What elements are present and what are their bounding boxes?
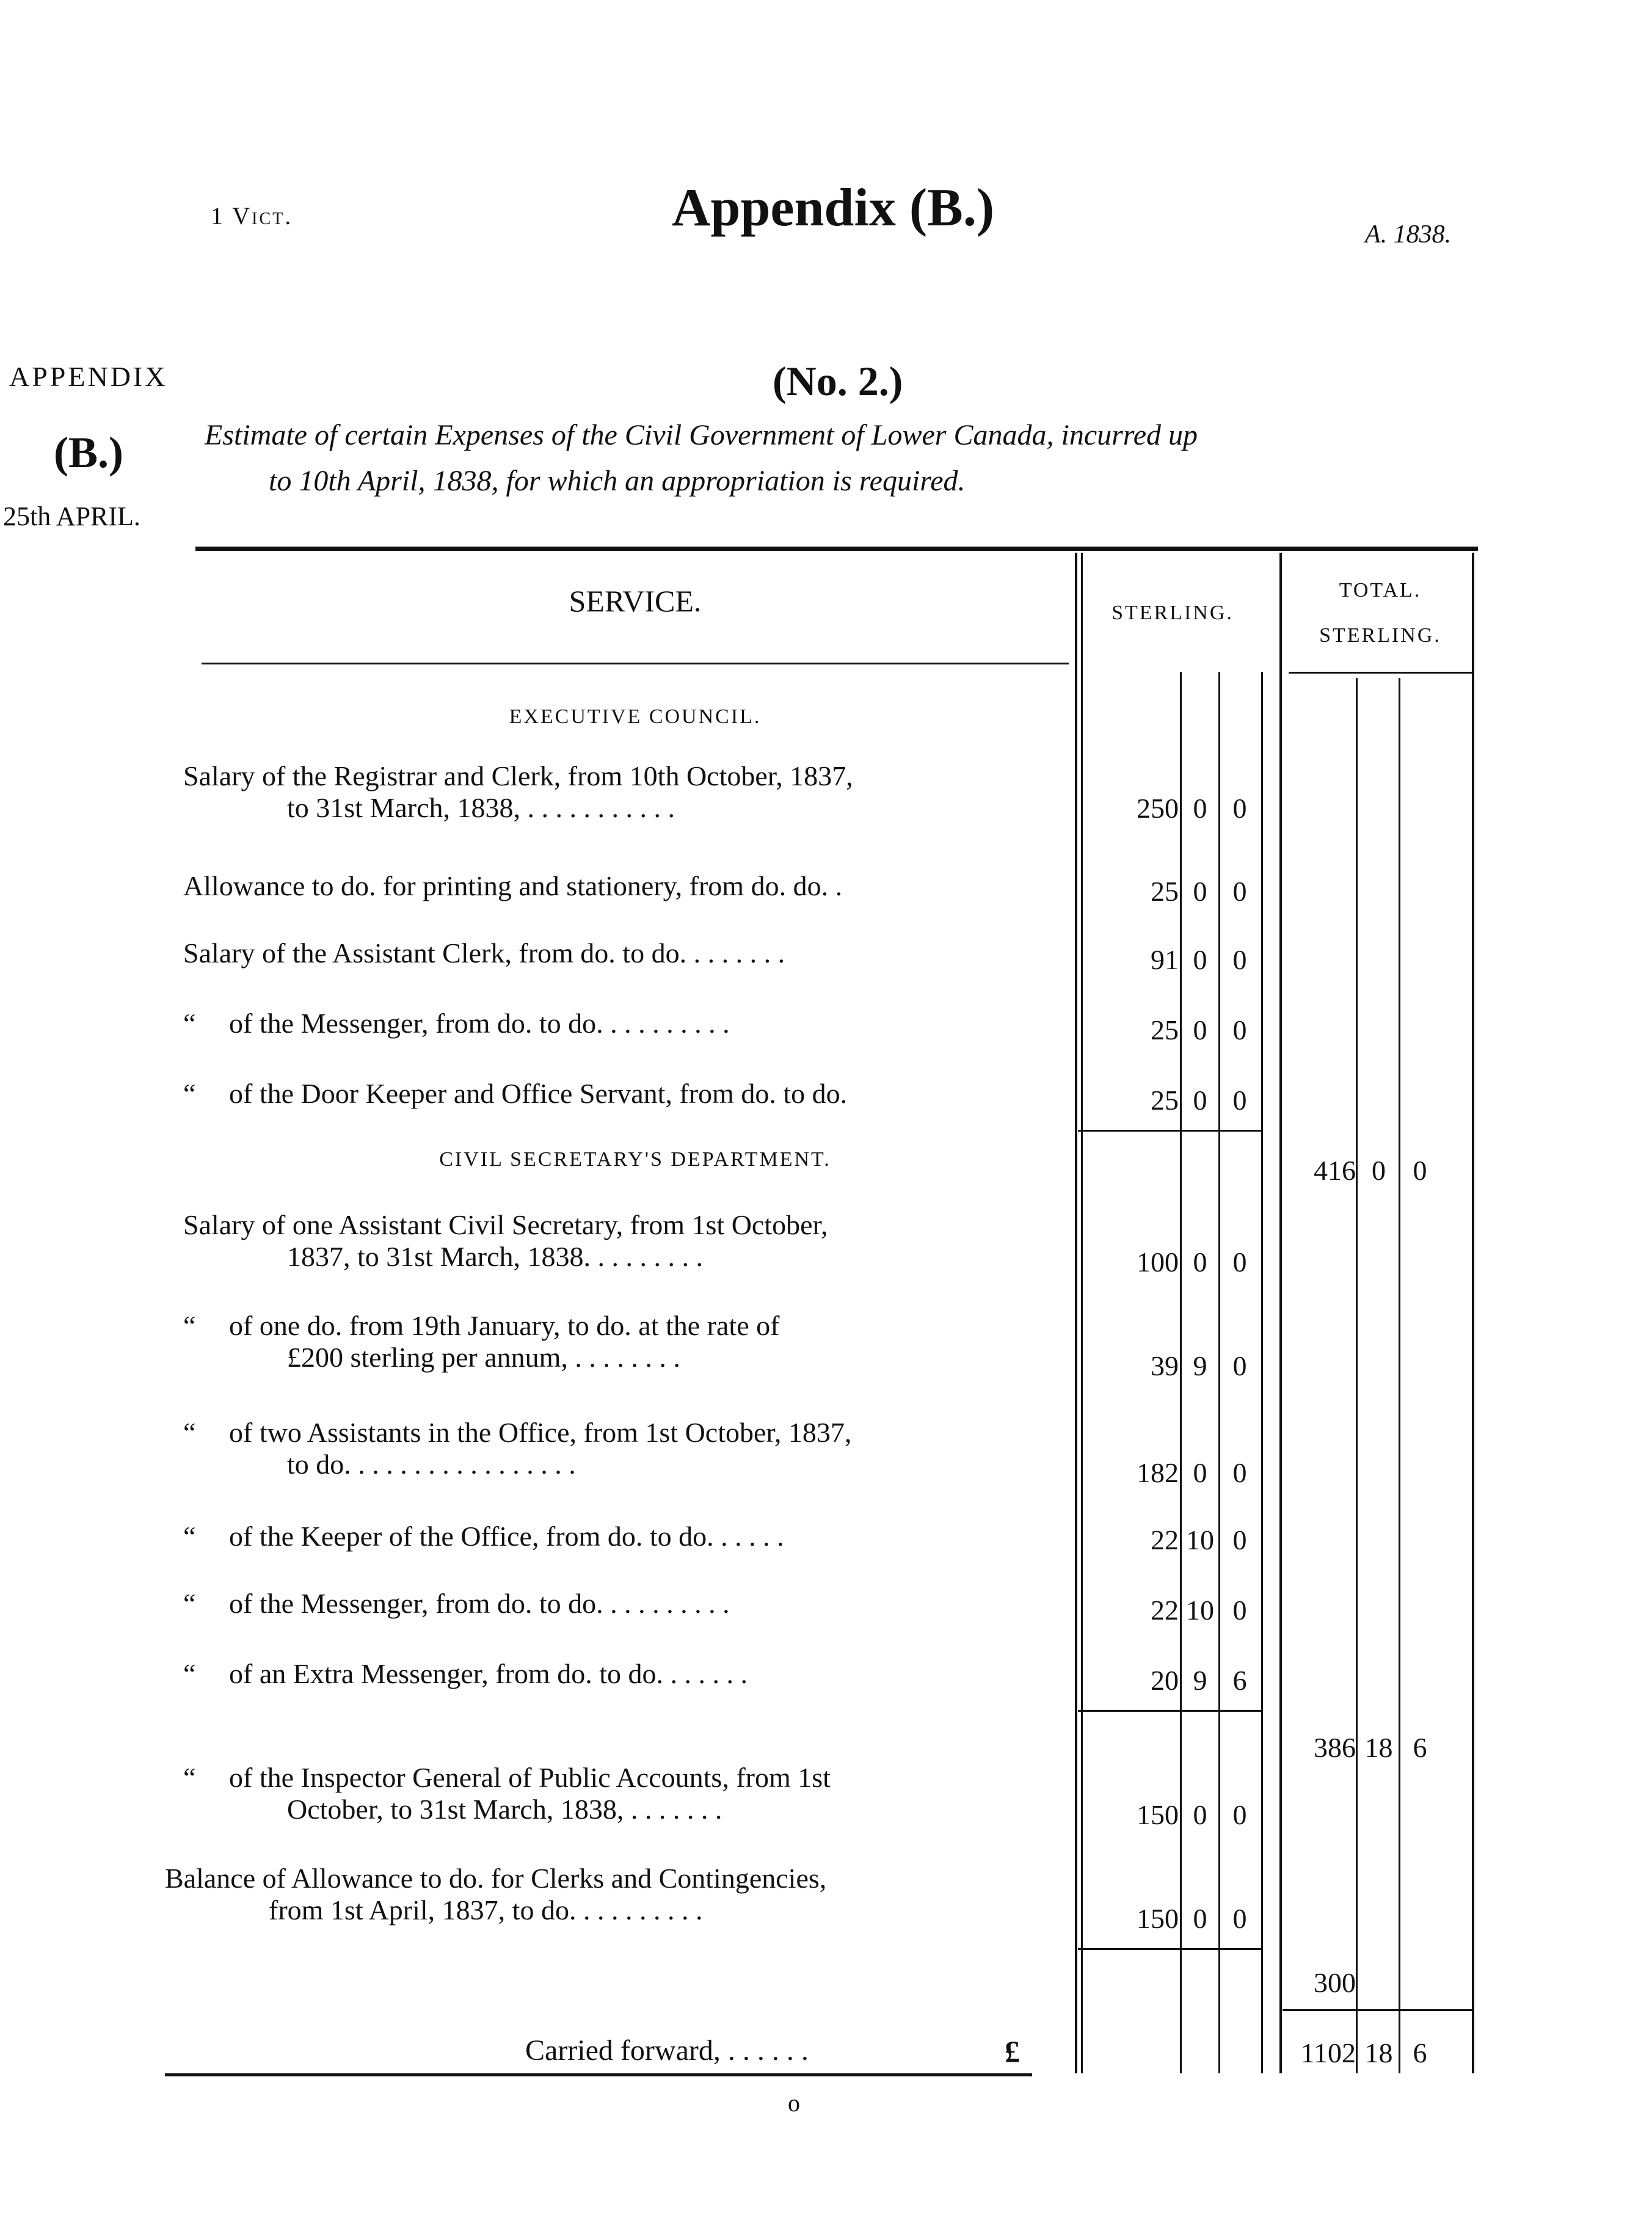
row-description-cont: £200 sterling per annum, . . . . . . . . <box>287 1342 680 1373</box>
total-pounds: 416 <box>1314 1155 1356 1186</box>
ditto-mark: “ <box>183 1762 196 1793</box>
subtotal-rule <box>1078 1710 1261 1712</box>
ditto-mark: “ <box>183 1417 196 1448</box>
amount-shillings: 10 <box>1186 1595 1214 1626</box>
amount-pence: 0 <box>1232 793 1247 824</box>
description-line-1: Estimate of certain Expenses of the Civil Government of Lower Canada, incurred up <box>205 419 1198 451</box>
amount-pence: 0 <box>1232 1595 1247 1626</box>
amount-pence: 0 <box>1232 1246 1247 1278</box>
amount-shillings: 0 <box>1193 944 1207 975</box>
amount-shillings: 0 <box>1193 793 1207 824</box>
amount-shillings: 0 <box>1193 876 1207 907</box>
margin-date: 25th APRIL. <box>3 501 140 531</box>
row-description: Salary of one Assistant Civil Secretary, from 1st October, <box>183 1209 828 1240</box>
amount-pence: 0 <box>1232 944 1247 975</box>
row-description: of the Keeper of the Office, from do. to do. . . . . . <box>229 1521 784 1552</box>
row-description-cont: 1837, to 31st March, 1838. . . . . . . . . <box>287 1241 704 1272</box>
column-rule <box>1279 553 1282 2073</box>
amount-shillings: 0 <box>1193 1246 1207 1278</box>
amount-pence: 0 <box>1232 1524 1247 1555</box>
amount-pence: 0 <box>1232 1014 1247 1046</box>
total-pounds: 300 <box>1314 1967 1356 1998</box>
table-row <box>183 1658 1063 1690</box>
column-rule <box>1261 672 1263 2073</box>
amount-pounds: 100 <box>1137 1246 1179 1278</box>
column-rule <box>1356 678 1358 2073</box>
row-description: of the Door Keeper and Office Servant, from do. to do. <box>229 1078 848 1109</box>
total-pence: 6 <box>1413 1732 1427 1763</box>
margin-letter: (B.) <box>54 428 123 477</box>
column-rule <box>1399 678 1400 2073</box>
table-row <box>183 1417 1063 1480</box>
amount-pence: 0 <box>1232 1085 1247 1116</box>
ditto-mark: “ <box>183 1588 196 1619</box>
amount-pounds: 22 <box>1151 1524 1179 1555</box>
header-session: 1 Vict. <box>211 202 293 230</box>
amount-pence: 0 <box>1232 876 1247 907</box>
section-heading-civil-secretary: CIVIL SECRETARY'S DEPARTMENT. <box>439 1148 831 1171</box>
carried-forward-pounds: 1102 <box>1300 2037 1356 2068</box>
row-description: of two Assistants in the Office, from 1st October, 1837, <box>229 1417 852 1448</box>
document-number: (No. 2.) <box>773 358 903 404</box>
subtotal-rule <box>1078 1948 1261 1950</box>
row-description: Salary of the Assistant Clerk, from do. to do. . . . . . . . <box>183 937 785 969</box>
description-line-2: to 10th April, 1838, for which an appropriation is required. <box>269 465 966 497</box>
amount-shillings: 10 <box>1186 1524 1214 1555</box>
margin-appendix: APPENDIX <box>9 361 168 392</box>
amount-shillings: 0 <box>1193 1014 1207 1046</box>
row-description-cont: from 1st April, 1837, to do. . . . . . . . . . <box>269 1894 703 1926</box>
column-rule <box>1472 553 1474 2073</box>
row-description: of the Messenger, from do. to do. . . . . . . . . . <box>229 1008 730 1039</box>
row-description-cont: to 31st March, 1838, . . . . . . . . . . . <box>287 792 675 823</box>
amount-shillings: 9 <box>1193 1665 1207 1696</box>
header-total-sterling: STERLING. <box>1319 624 1441 647</box>
ditto-mark: “ <box>183 1008 196 1039</box>
amount-pence: 0 <box>1232 1457 1247 1488</box>
row-description-cont: to do. . . . . . . . . . . . . . . . . <box>287 1449 576 1480</box>
amount-pounds: 25 <box>1151 876 1179 907</box>
amount-shillings: 0 <box>1193 1085 1207 1116</box>
carried-forward-shillings: 18 <box>1364 2037 1393 2068</box>
amount-pounds: 25 <box>1151 1085 1179 1116</box>
ditto-mark: “ <box>183 1078 196 1109</box>
table-row <box>165 1863 1063 1926</box>
ditto-mark: “ <box>183 1310 196 1341</box>
table-row <box>183 1521 1063 1552</box>
amount-pence: 0 <box>1232 1350 1247 1381</box>
amount-pounds: 150 <box>1137 1799 1179 1830</box>
header-year: A. 1838. <box>1365 220 1452 249</box>
amount-shillings: 9 <box>1193 1350 1207 1381</box>
table-top-rule <box>195 547 1478 551</box>
ditto-mark: “ <box>183 1521 196 1552</box>
amount-pence: 0 <box>1232 1903 1247 1934</box>
carried-forward-pence: 6 <box>1413 2037 1427 2068</box>
amount-pounds: 39 <box>1151 1350 1179 1381</box>
table-row <box>183 870 1063 902</box>
table-row <box>183 1310 1063 1373</box>
table-bottom-rule <box>165 2073 1032 2076</box>
row-description: of one do. from 19th January, to do. at the rate of <box>229 1310 780 1341</box>
header-rule-service <box>202 663 1069 664</box>
table-row <box>183 1008 1063 1039</box>
amount-pence: 0 <box>1232 1799 1247 1830</box>
amount-pounds: 182 <box>1137 1457 1179 1488</box>
amount-pounds: 20 <box>1151 1665 1179 1696</box>
amount-pounds: 22 <box>1151 1595 1179 1626</box>
total-rule <box>1283 2009 1472 2011</box>
header-total: TOTAL. <box>1339 579 1422 602</box>
ditto-mark: “ <box>183 1658 196 1689</box>
amount-shillings: 0 <box>1193 1799 1207 1830</box>
column-rule <box>1081 553 1083 2073</box>
column-rule <box>1075 553 1077 2073</box>
amount-pence: 6 <box>1232 1665 1247 1696</box>
table-row <box>183 760 1063 824</box>
row-description: of the Inspector General of Public Accounts, from 1st <box>229 1762 831 1793</box>
header-sterling: STERLING. <box>1112 602 1234 624</box>
amount-pounds: 91 <box>1151 944 1179 975</box>
amount-pounds: 25 <box>1151 1014 1179 1046</box>
page-title: Appendix (B.) <box>672 178 995 238</box>
header-rule-total <box>1289 672 1472 674</box>
table-row <box>183 937 1063 969</box>
amount-pounds: 250 <box>1137 793 1179 824</box>
amount-pounds: 150 <box>1137 1903 1179 1934</box>
row-description: Allowance to do. for printing and stationery, from do. do. . <box>183 870 843 901</box>
header-service: SERVICE. <box>569 584 702 618</box>
row-description: Balance of Allowance to do. for Clerks and Contingencies, <box>165 1863 827 1894</box>
table-row <box>183 1209 1063 1273</box>
row-description: of an Extra Messenger, from do. to do. . . . . . . <box>229 1658 748 1689</box>
column-rule <box>1218 672 1220 2073</box>
footer-mark: o <box>788 2089 800 2117</box>
row-description: Salary of the Registrar and Clerk, from 10th October, 1837, <box>183 760 853 791</box>
carried-forward-label: Carried forward, . . . . . . <box>525 2034 809 2067</box>
subtotal-rule <box>1078 1130 1261 1132</box>
pound-symbol: £ <box>1005 2034 1020 2068</box>
total-shillings: 0 <box>1372 1155 1386 1186</box>
row-description: of the Messenger, from do. to do. . . . . . . . . . <box>229 1588 730 1619</box>
table-row <box>183 1588 1063 1620</box>
total-pence: 0 <box>1413 1155 1427 1186</box>
amount-shillings: 0 <box>1193 1903 1207 1934</box>
total-pounds: 386 <box>1314 1732 1356 1763</box>
amount-shillings: 0 <box>1193 1457 1207 1488</box>
section-heading-executive-council: EXECUTIVE COUNCIL. <box>509 705 762 728</box>
row-description-cont: October, to 31st March, 1838, . . . . . . . <box>287 1794 722 1825</box>
total-shillings: 18 <box>1364 1732 1393 1763</box>
table-row <box>183 1762 1063 1825</box>
table-row <box>183 1078 1063 1110</box>
